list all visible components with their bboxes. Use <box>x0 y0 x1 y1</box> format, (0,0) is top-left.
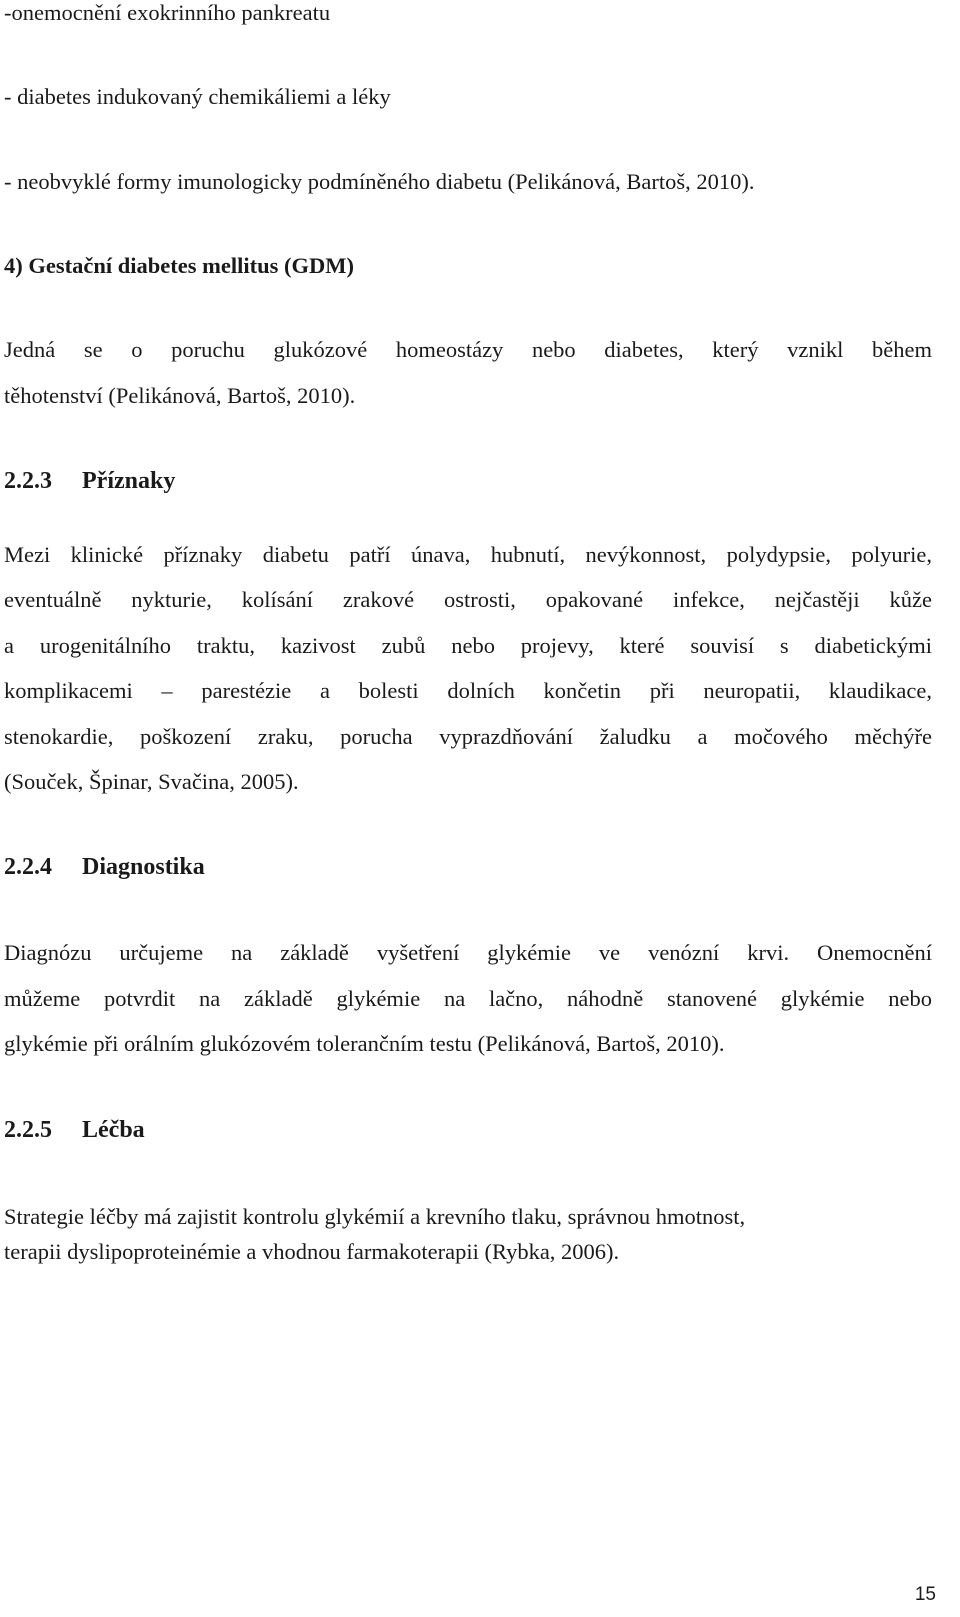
paragraph-line: Diagnózu určujeme na základě vyšetření glykémie ve venózní krvi. Onemocnění <box>4 940 932 965</box>
paragraph-line: stenokardie, poškození zraku, porucha vyprazdňování žaludku a močového měchýře <box>4 724 932 749</box>
section-number: 2.2.4 <box>4 854 52 880</box>
section-title: Léčba <box>82 1117 145 1143</box>
section-number: 2.2.3 <box>4 468 52 494</box>
list-item: - diabetes indukovaný chemikáliemi a léky <box>4 84 391 109</box>
paragraph-line: eventuálně nykturie, kolísání zrakové ostrosti, opakované infekce, nejčastěji kůže <box>4 587 932 612</box>
section-heading-priznaky <box>4 465 175 497</box>
paragraph-line: Jedná se o poruchu glukózové homeostázy nebo diabetes, který vznikl během <box>4 337 932 362</box>
section-heading-diagnostika <box>4 851 205 883</box>
section-title: Diagnostika <box>82 854 205 880</box>
gdm-heading: 4) Gestační diabetes mellitus (GDM) <box>4 253 354 278</box>
paragraph-line: glykémie při orálním glukózovém tolerančním testu (Pelikánová, Bartoš, 2010). <box>4 1031 725 1056</box>
list-item: - neobvyklé formy imunologicky podmíněného diabetu (Pelikánová, Bartoš, 2010). <box>4 169 755 194</box>
page-number: 15 <box>914 1584 936 1605</box>
section-title: Příznaky <box>82 468 176 494</box>
section-number: 2.2.5 <box>4 1117 52 1143</box>
paragraph-line: a urogenitálního traktu, kazivost zubů nebo projevy, které souvisí s diabetickými <box>4 633 932 658</box>
section-heading-lecba <box>4 1114 145 1146</box>
paragraph-line: (Souček, Špinar, Svačina, 2005). <box>4 769 299 794</box>
paragraph-line: Strategie léčby má zajistit kontrolu glykémií a krevního tlaku, správnou hmotnost, <box>4 1204 746 1229</box>
paragraph-line: Mezi klinické příznaky diabetu patří únava, hubnutí, nevýkonnost, polydypsie, polyurie, <box>4 542 932 567</box>
paragraph-line: můžeme potvrdit na základě glykémie na lačno, náhodně stanovené glykémie nebo <box>4 986 932 1011</box>
paragraph-line: komplikacemi – parestézie a bolesti dolních končetin při neuropatii, klaudikace, <box>4 678 932 703</box>
paragraph-line: těhotenství (Pelikánová, Bartoš, 2010). <box>4 383 356 408</box>
paragraph-line: terapii dyslipoproteinémie a vhodnou farmakoterapii (Rybka, 2006). <box>4 1239 620 1264</box>
list-item: -onemocnění exokrinního pankreatu <box>4 0 331 25</box>
